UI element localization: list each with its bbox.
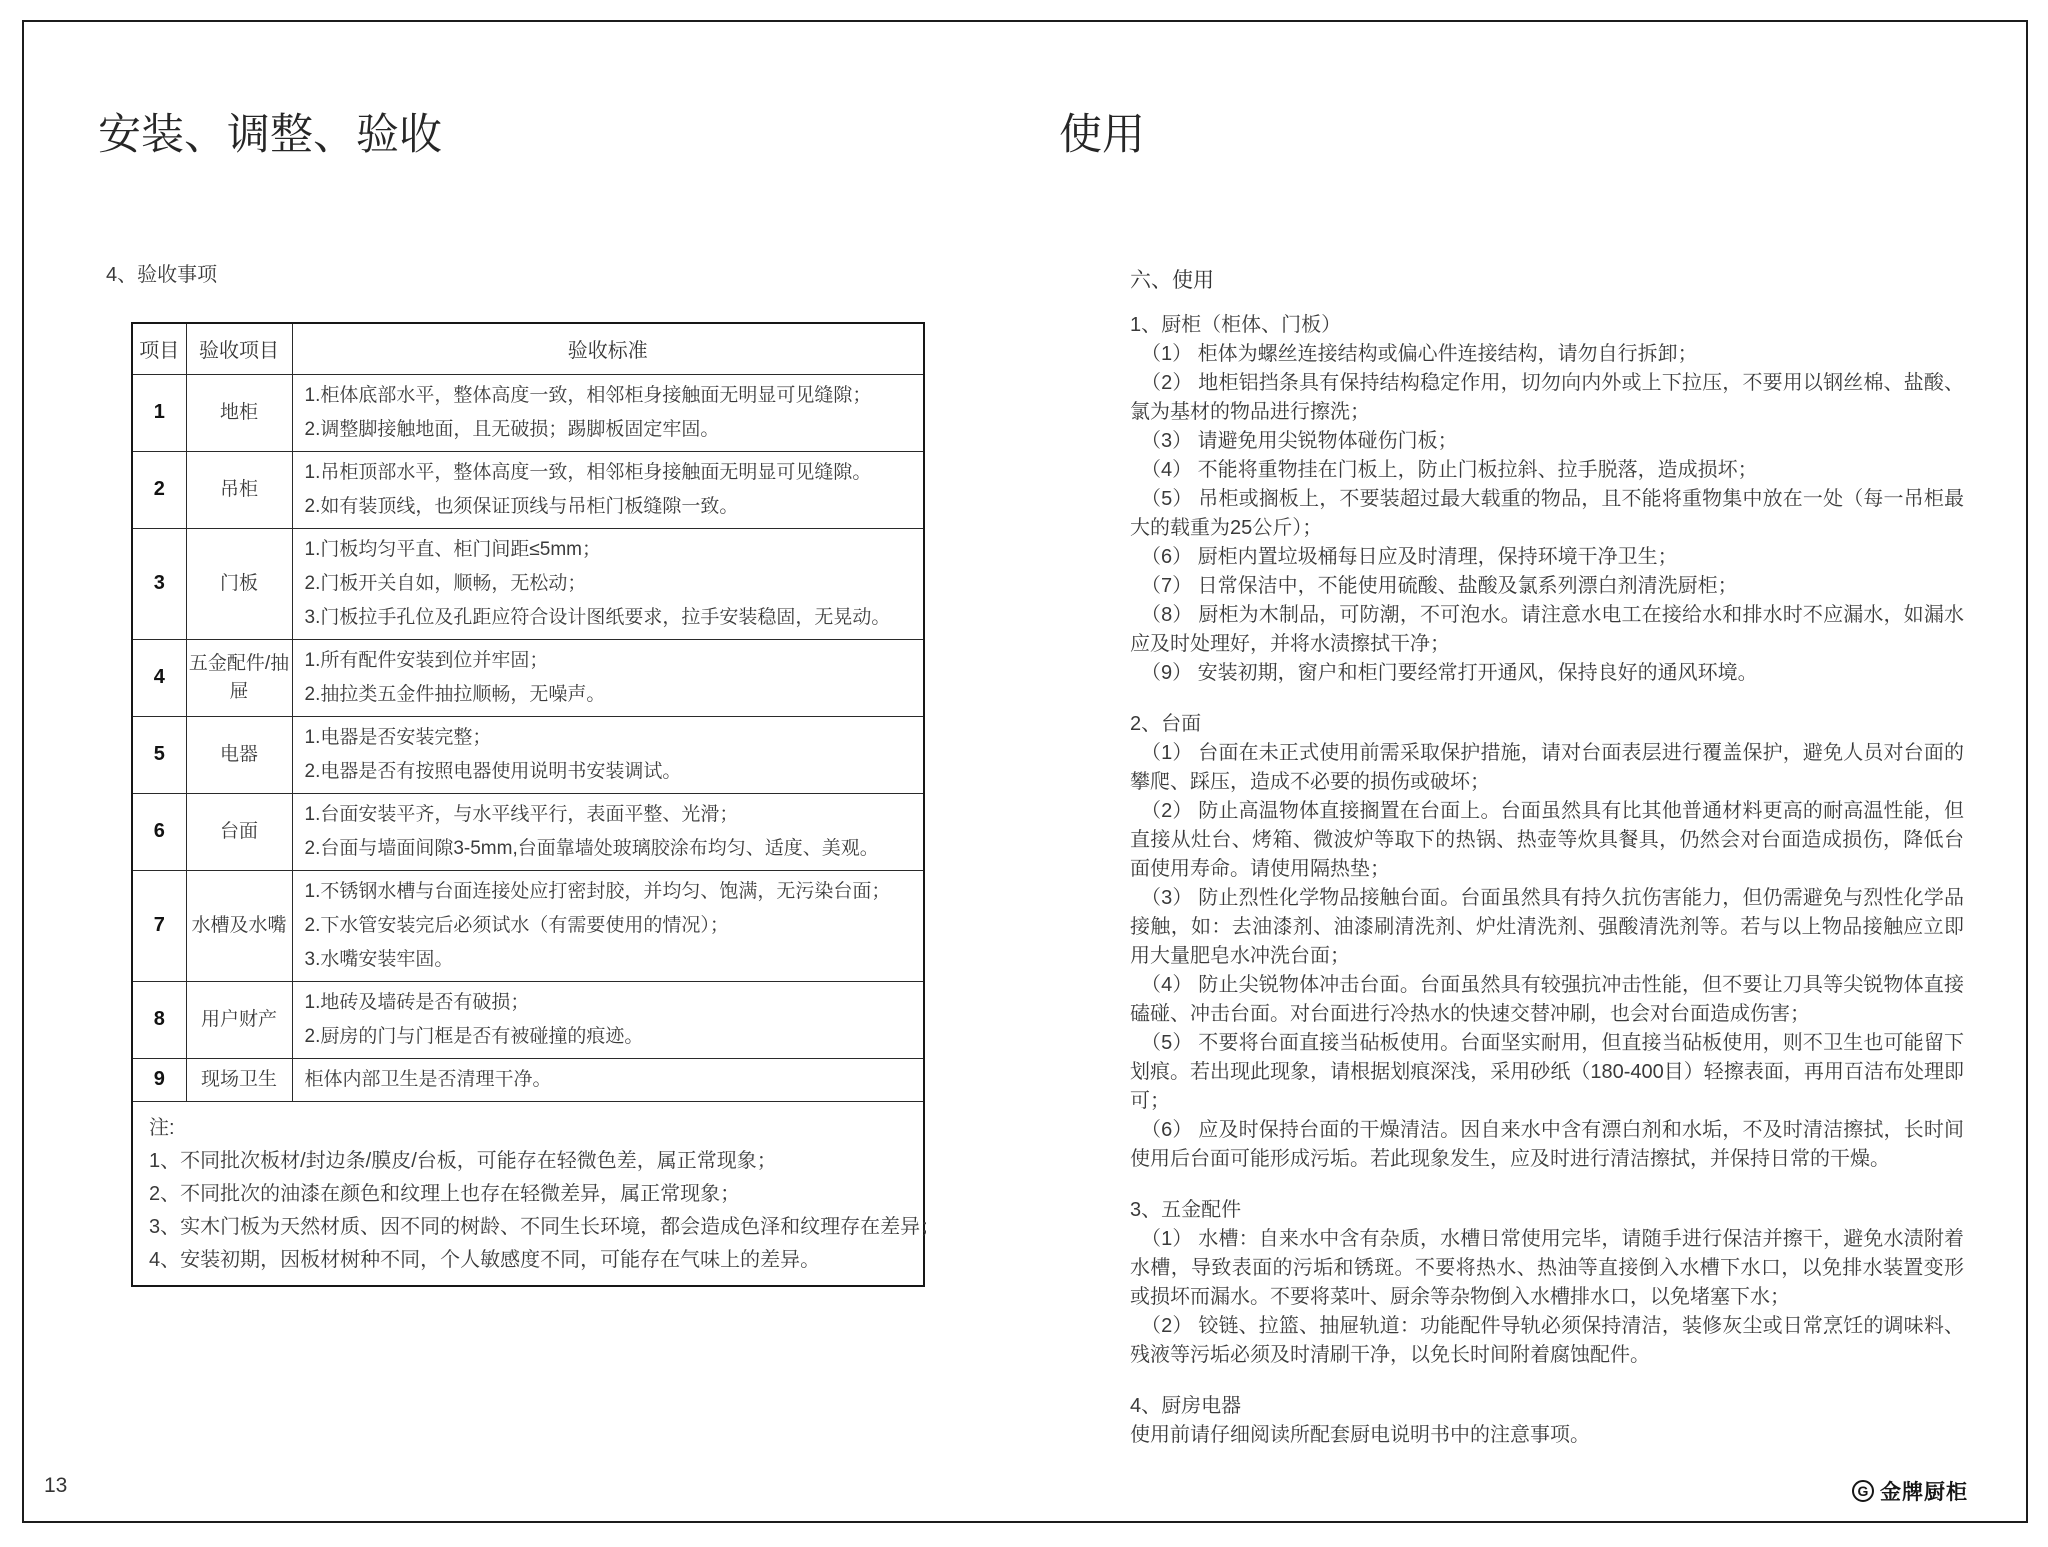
row-number: 6 [132,793,186,870]
standard-line: 3.门板拉手孔位及孔距应符合设计图纸要求，拉手安装稳固，无晃动。 [304,606,891,628]
table-row [132,793,924,870]
table-row [132,451,924,528]
row-item-name: 五金配件/抽屉 [186,639,292,716]
row-standard-cell [292,639,924,716]
row-standard-cell [292,793,924,870]
usage-paragraph: （5） 不要将台面直接当砧板使用。台面坚实耐用，但直接当砧板使用，则不卫生也可能留下划痕。若出现此现象，请根据划痕深浅，采用砂纸（180-400目）轻擦表面，再用百洁布处理即可； [1130,1032,1964,1112]
table-row [132,1058,924,1101]
standard-line: 2.厨房的门与门框是否有被碰撞的痕迹。 [304,1025,644,1047]
row-standard-cell [292,981,924,1058]
standard-line: 2.下水管安装完后必须试水（有需要使用的情况）； [304,914,729,936]
note-line: 3、实木门板为天然材质、因不同的树龄、不同生长环境，都会造成色泽和纹理存在差异； [149,1215,941,1238]
row-item-name: 地柜 [186,374,292,451]
table-notes-row [132,1101,924,1286]
usage-paragraph: （3） 请避免用尖锐物体碰伤门板； [1141,430,1458,452]
usage-paragraph: 使用前请仔细阅读所配套厨电说明书中的注意事项。 [1130,1424,1590,1446]
row-item-name: 用户财产 [186,981,292,1058]
row-standard-cell [292,1058,924,1101]
standard-line: 2.抽拉类五金件抽拉顺畅，无噪声。 [304,683,606,705]
usage-chapter-heading: 六、使用 [1130,269,1214,292]
standard-line: 1.所有配件安装到位并牢固； [304,649,549,671]
row-standard-cell [292,451,924,528]
usage-paragraph: （2） 地柜铝挡条具有保持结构稳定作用，切勿向内外或上下拉压，不要用以钢丝棉、盐酸、氯为基材的物品进行擦洗； [1130,372,1964,423]
row-number: 9 [132,1058,186,1101]
row-number: 3 [132,528,186,639]
standard-line: 柜体内部卫生是否清理干净。 [304,1068,552,1090]
standard-line: 3.水嘴安装牢固。 [304,948,454,970]
usage-paragraph: （2） 防止高温物体直接搁置在台面上。台面虽然具有比其他普通材料更高的耐高温性能，但直接从灶台、烤箱、微波炉等取下的热锅、热壶等炊具餐具，仍然会对台面造成损伤，降低台面使用寿命。请使用隔热垫； [1130,800,1964,880]
usage-block-heading: 2、台面 [1130,713,1202,735]
row-item-name: 门板 [186,528,292,639]
usage-block-heading: 1、厨柜（柜体、门板） [1130,314,1342,336]
usage-paragraph: （1） 柜体为螺丝连接结构或偏心件连接结构，请勿自行拆卸； [1141,343,1698,365]
standard-line: 2.调整脚接触地面，且无破损；踢脚板固定牢固。 [304,418,720,440]
left-page-title: 安装、调整、验收 [98,111,442,159]
row-number: 1 [132,374,186,451]
col-header-standard: 验收标准 [292,323,924,374]
page-number: 13 [44,1474,68,1497]
usage-paragraph: （9） 安装初期，窗户和柜门要经常打开通风，保持良好的通风环境。 [1141,662,1758,684]
usage-paragraph: （6） 厨柜内置垃圾桶每日应及时清理，保持环境干净卫生； [1141,546,1678,568]
usage-paragraph: （6） 应及时保持台面的干燥清洁。因自来水中含有漂白剂和水垢，不及时清洁擦拭，长时间使用后台面可能形成污垢。若此现象发生，应及时进行清洁擦拭，并保持日常的干燥。 [1130,1119,1964,1170]
notes-label: 注: [149,1116,175,1139]
usage-paragraph: （1） 台面在未正式使用前需采取保护措施，请对台面表层进行覆盖保护，避免人员对台面的攀爬、踩压，造成不必要的损伤或破坏； [1130,742,1964,793]
row-standard-cell [292,716,924,793]
col-header-item-name: 验收项目 [186,323,292,374]
usage-block-heading: 4、厨房电器 [1130,1395,1242,1417]
standard-line: 1.电器是否安装完整； [304,726,492,748]
row-standard-cell [292,528,924,639]
row-number: 8 [132,981,186,1058]
notes-list [149,1145,941,1277]
row-standard-cell [292,870,924,981]
usage-paragraph: （1） 水槽：自来水中含有杂质，水槽日常使用完毕，请随手进行保洁并擦干，避免水渍附着水槽，导致表面的污垢和锈斑。不要将热水、热油等直接倒入水槽下水口，以免排水装置变形或损坏而漏水。不要将菜叶、厨余等杂物倒入水槽排水口，以免堵塞下水； [1130,1228,1964,1308]
table-notes-cell [132,1101,941,1286]
row-item-name: 吊柜 [186,451,292,528]
standard-line: 1.台面安装平齐，与水平线平行，表面平整、光滑； [304,803,739,825]
row-number: 5 [132,716,186,793]
table-row [132,870,924,981]
standard-line: 2.电器是否有按照电器使用说明书安装调试。 [304,760,682,782]
row-standard-cell [292,374,924,451]
usage-paragraph: （4） 防止尖锐物体冲击台面。台面虽然具有较强抗冲击性能，但不要让刀具等尖锐物体直接磕碰、冲击台面。对台面进行冷热水的快速交替冲刷，也会对台面造成伤害； [1130,974,1964,1025]
usage-paragraph: （2） 铰链、拉篮、抽屉轨道：功能配件导轨必须保持清洁，装修灰尘或日常烹饪的调味料、残液等污垢必须及时清刷干净，以免长时间附着腐蚀配件。 [1130,1315,1964,1366]
brand-logo [1852,1476,1968,1506]
table-row [132,374,924,451]
usage-blocks [1130,311,1964,1450]
standard-line: 1.吊柜顶部水平，整体高度一致，相邻柜身接触面无明显可见缝隙。 [304,461,872,483]
standard-line: 2.门板开关自如，顺畅，无松动； [304,572,587,594]
row-item-name: 水槽及水嘴 [186,870,292,981]
usage-block-heading: 3、五金配件 [1130,1199,1242,1221]
row-item-name: 电器 [186,716,292,793]
standard-line: 1.门板均匀平直、柜门间距≤5mm； [304,538,601,560]
usage-paragraph: （3） 防止烈性化学物品接触台面。台面虽然具有持久抗伤害能力，但仍需避免与烈性化学品接触，如：去油漆剂、油漆刷清洗剂、炉灶清洗剂、强酸清洗剂等。若与以上物品接触应立即用大量肥皂水冲洗台面； [1130,887,1964,967]
row-item-name: 台面 [186,793,292,870]
col-header-item-no: 项目 [132,323,186,374]
note-line: 4、安装初期，因板材树种不同，个人敏感度不同，可能存在气味上的差异。 [149,1248,821,1271]
acceptance-section-label: 4、验收事项 [106,264,218,286]
standard-line: 2.台面与墙面间隙3-5mm,台面靠墙处玻璃胶涂布均匀、适度、美观。 [304,837,879,859]
table-row [132,639,924,716]
table-header-row [132,323,924,374]
right-page-title: 使用 [1059,111,1145,159]
note-line: 2、不同批次的油漆在颜色和纹理上也存在轻微差异，属正常现象； [149,1182,741,1205]
usage-paragraph: （7） 日常保洁中，不能使用硫酸、盐酸及氯系列漂白剂清洗厨柜； [1141,575,1738,597]
brand-g-icon: G [1852,1480,1874,1502]
usage-paragraph: （5） 吊柜或搁板上，不要装超过最大载重的物品，且不能将重物集中放在一处（每一吊柜最大的载重为25公斤）； [1130,488,1964,539]
standard-line: 2.如有装顶线，也须保证顶线与吊柜门板缝隙一致。 [304,495,739,517]
usage-paragraph: （8） 厨柜为木制品，可防潮，不可泡水。请注意水电工在接给水和排水时不应漏水，如漏水应及时处理好，并将水渍擦拭干净； [1130,604,1964,655]
standard-line: 1.地砖及墙砖是否有破损； [304,991,530,1013]
acceptance-table [131,322,941,1287]
standard-line: 1.柜体底部水平，整体高度一致，相邻柜身接触面无明显可见缝隙； [304,384,872,406]
standard-line: 1.不锈钢水槽与台面连接处应打密封胶，并均匀、饱满，无污染台面； [304,880,891,902]
usage-paragraph: （4） 不能将重物挂在门板上，防止门板拉斜、拉手脱落，造成损坏； [1141,459,1758,481]
row-number: 4 [132,639,186,716]
table-row [132,981,924,1058]
table-row [132,716,924,793]
table-row [132,528,924,639]
row-number: 7 [132,870,186,981]
row-item-name: 现场卫生 [186,1058,292,1101]
brand-name: 金牌厨柜 [1880,1481,1968,1504]
row-number: 2 [132,451,186,528]
usage-body [1130,266,1964,1450]
note-line: 1、不同批次板材/封边条/膜皮/台板，可能存在轻微色差，属正常现象； [149,1149,777,1172]
